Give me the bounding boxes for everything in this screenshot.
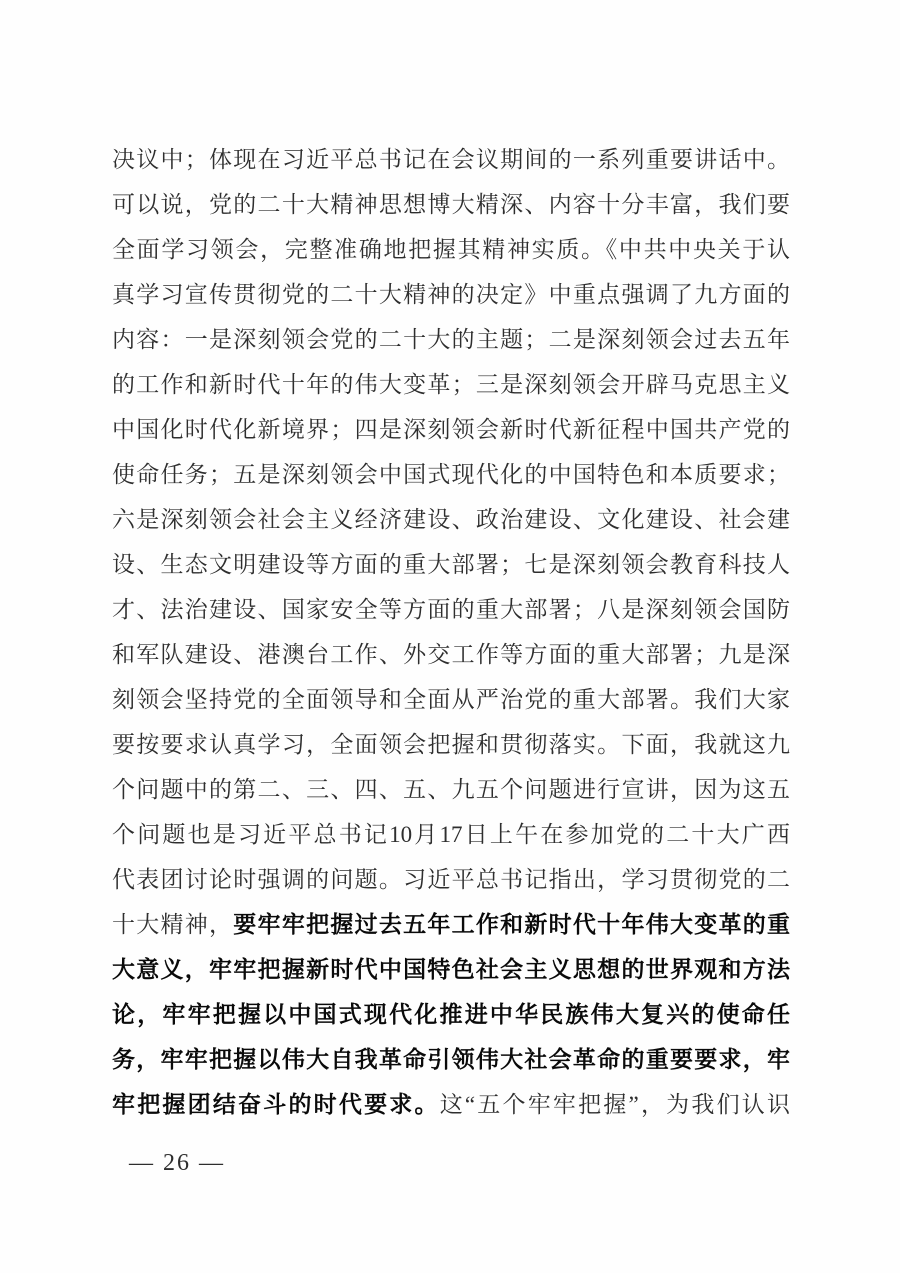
line-text: 中国化时代化新境界；四是深刻领会新时代新征程中国共产党的	[112, 417, 790, 442]
text-line-3	[112, 227, 790, 272]
line-text-bold: 要牢牢把握过去五年工作和新时代十年伟大变革的重	[233, 912, 791, 937]
line-text: 的工作和新时代十年的伟大变革；三是深刻领会开辟马克思主义	[112, 372, 790, 397]
text-line-9	[112, 497, 790, 542]
line-text: 真学习宣传贯彻党的二十大精神的决定》中重点强调了九方面的	[112, 282, 790, 307]
text-line-5	[112, 317, 790, 362]
text-line-14	[112, 722, 790, 767]
text-line-10	[112, 542, 790, 587]
text-line-20	[112, 992, 790, 1037]
text-line-17	[112, 857, 790, 902]
line-text: 决议中；体现在习近平总书记在会议期间的一系列重要讲话中。	[112, 147, 790, 172]
line-text-bold: 论，牢牢把握以中国式现代化推进中华民族伟大复兴的使命任	[112, 1002, 790, 1027]
line-text: 和军队建设、港澳台工作、外交工作等方面的重大部署；九是深	[112, 642, 790, 667]
text-line-8	[112, 452, 790, 497]
text-line-2	[112, 182, 790, 227]
line-text: 使命任务；五是深刻领会中国式现代化的中国特色和本质要求；	[112, 462, 790, 487]
text-line-13	[112, 677, 790, 722]
line-text: 可以说，党的二十大精神思想博大精深、内容十分丰富，我们要	[112, 192, 790, 217]
line-text-bold: 务，牢牢把握以伟大自我革命引领伟大社会革命的重要要求，牢	[112, 1047, 790, 1072]
text-line-6	[112, 362, 790, 407]
line-text: 个问题中的第二、三、四、五、九五个问题进行宣讲，因为这五	[112, 777, 790, 802]
line-text: 全面学习领会，完整准确地把握其精神实质。《中共中央关于认	[112, 237, 790, 262]
text-line-19	[112, 947, 790, 992]
text-line-4	[112, 272, 790, 317]
line-text-bold: 大意义，牢牢把握新时代中国特色社会主义思想的世界观和方法	[112, 957, 790, 982]
line-text: 要按要求认真学习，全面领会把握和贯彻落实。下面，我就这九	[112, 732, 790, 757]
line-text: 这“五个牢牢把握”，为我们认识	[439, 1092, 790, 1117]
line-text-bold: 牢把握团结奋斗的时代要求。	[112, 1092, 440, 1117]
text-line-7	[112, 407, 790, 452]
line-text: 设、生态文明建设等方面的重大部署；七是深刻领会教育科技人	[112, 552, 790, 577]
text-line-1	[112, 137, 790, 182]
line-text: 十大精神，	[112, 912, 234, 937]
line-text: 才、法治建设、国家安全等方面的重大部署；八是深刻领会国防	[112, 597, 790, 622]
line-text: 六是深刻领会社会主义经济建设、政治建设、文化建设、社会建	[112, 507, 790, 532]
line-text: 刻领会坚持党的全面领导和全面从严治党的重大部署。我们大家	[112, 687, 790, 712]
text-line-15	[112, 767, 790, 812]
line-text: 个问题也是习近平总书记10月17日上午在参加党的二十大广西	[112, 822, 790, 847]
page-number: — 26 —	[129, 1150, 225, 1176]
text-line-16	[112, 812, 790, 857]
line-text: 内容：一是深刻领会党的二十大的主题；二是深刻领会过去五年	[112, 327, 790, 352]
text-block	[112, 137, 790, 1127]
text-line-12	[112, 632, 790, 677]
text-line-21	[112, 1037, 790, 1082]
text-line-18	[112, 902, 790, 947]
text-line-11	[112, 587, 790, 632]
text-line-22	[112, 1082, 790, 1127]
line-text: 代表团讨论时强调的问题。习近平总书记指出，学习贯彻党的二	[112, 867, 790, 892]
